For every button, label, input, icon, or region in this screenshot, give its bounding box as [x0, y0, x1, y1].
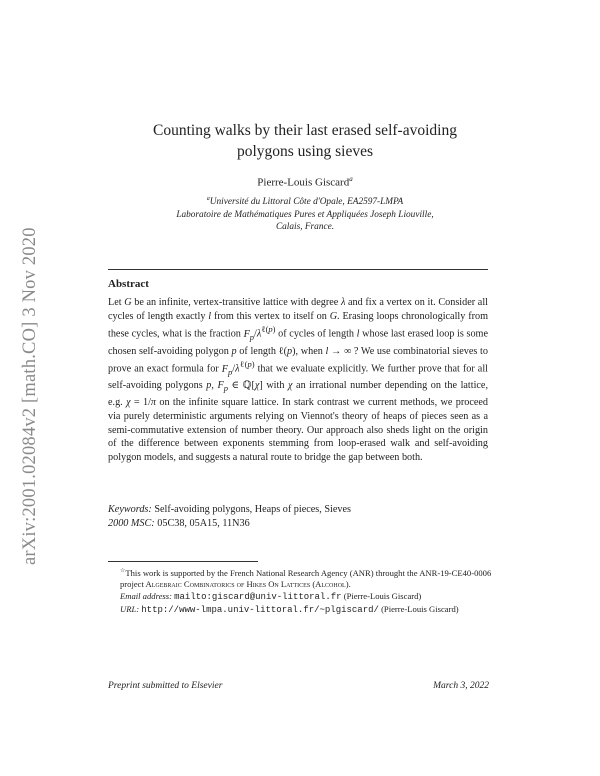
- msc-value: 05C38, 05A15, 11N36: [157, 518, 250, 529]
- funding-footnote: ☆This work is supported by the French National Research Agency (ANR) throught the ANR-19-CE40-0006 project Algebraic Combinatorics of Hikes On Lattices (Alcohol).: [120, 567, 492, 590]
- footnotes: [108, 566, 493, 616]
- keywords-line: [108, 503, 351, 517]
- email-link[interactable]: mailto:giscard@univ-littoral.fr: [174, 592, 342, 603]
- author-name: Pierre-Louis Giscard: [257, 176, 350, 189]
- email-footnote: [108, 591, 493, 604]
- url-footnote: [108, 604, 493, 617]
- author-affiliation-marker: a: [349, 175, 353, 183]
- keywords-label: Keywords:: [108, 504, 152, 515]
- url-link[interactable]: http://www-lmpa.univ-littoral.fr/~plgiscard/: [141, 604, 379, 615]
- affiliation-line-3: Calais, France.: [275, 222, 335, 233]
- url-label: URL:: [120, 603, 140, 614]
- email-author-name: (Pierre-Louis Giscard): [343, 591, 422, 602]
- keywords-value: Self-avoiding polygons, Heaps of pieces, Sieves: [154, 504, 351, 515]
- url-author-name: (Pierre-Louis Giscard): [381, 603, 459, 614]
- preprint-footer: Preprint submitted to Elsevier: [108, 681, 223, 691]
- affiliation-line-2: Laboratoire de Mathématiques Pures et Appliquées Joseph Liouville,: [176, 209, 434, 220]
- abstract-body: Let G be an infinite, vertex-transitive lattice with degree λ and fix a vertex on it. Consider all cycles of length exactly l from this vertex to itself on G. Erasing loops chronologically from these cycles, what is the fraction $F_p/\lambda^{\ell(p)}$ of cycles of length l whose last erased loop is some chosen self-avoiding polygon p of length ℓ(p), when l → ∞ ? We use combinatorial sieves to prove an exact formula for $F_p/\lambda^{\ell(p)}$ that we evaluate explicitly. We further prove that for all self-avoiding polygons p, $F_p$ ∈ ℚ[χ] with χ an irrational number depending on the lattice, e.g. χ = 1/π on the infinite square lattice. In stark contrast we current methods, we proceed via purely deterministic arguments relying on Viennot's theory of heaps of pieces seen as a semi-commutative extension of number theory. Our approach also sheds light on the origin of the difference between exponents stemming from loop-erased walk and self-avoiding polygon models, and suggests a natural route to bridge the gap between both.: [108, 297, 489, 463]
- title-line-2: polygons using sieves: [236, 143, 374, 160]
- msc-line: [108, 517, 250, 531]
- abstract-heading: Abstract: [108, 278, 149, 290]
- email-label: Email address:: [120, 591, 172, 602]
- msc-label: 2000 MSC:: [108, 518, 155, 529]
- author-line: [120, 175, 490, 189]
- abstract-top-rule: [108, 269, 488, 270]
- date-footer: March 3, 2022: [433, 681, 489, 691]
- affiliation-block: [120, 193, 490, 234]
- paper-title: [120, 120, 490, 162]
- affiliation-line-1: $^a$Université du Littoral Côte d'Opale, EA2597-LMPA: [206, 196, 404, 208]
- affiliation-marker: a: [206, 196, 210, 202]
- footnote-rule: [108, 561, 258, 562]
- arxiv-identifier-stamp: arXiv:2001.02084v2 [math.CO] 3 Nov 2020: [20, 227, 40, 565]
- title-line-1: Counting walks by their last erased self-avoiding: [153, 122, 457, 139]
